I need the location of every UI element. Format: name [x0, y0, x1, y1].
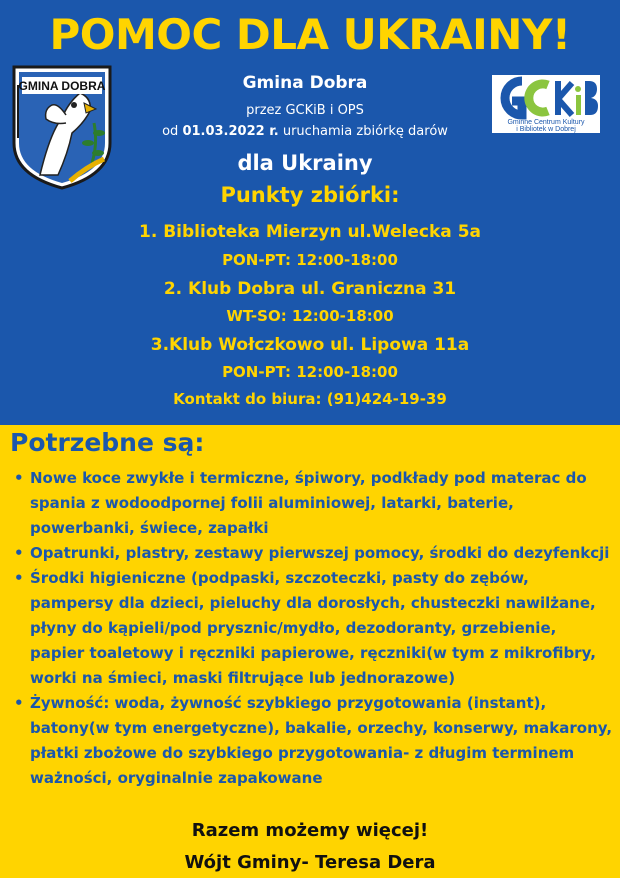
collection-point-1-location: 1. Biblioteka Mierzyn ul.Welecka 5a — [139, 222, 481, 242]
gckib-logo-icon — [492, 75, 600, 133]
needed-items-title: Potrzebne są: — [10, 428, 205, 457]
list-item: • Środki higieniczne (podpaski, szczoteczki, pasty do zębów, pampersy dla dzieci, pieluchy dla dorosłych, chusteczki nawilżane, płyny do kąpieli/pod prysznic/mydło, dezodoranty, grzebienie, papier toaletowy i ręczniki papierowe, ręczniki(w tym z mikrofibry, worki na śmieci, maski filtrujące lub jednorazowe) — [30, 566, 615, 691]
list-item: • Opatrunki, plastry, zestawy pierwszej pomocy, środki do dezyfenkcji — [30, 541, 615, 566]
headline: POMOC DLA UKRAINY! — [49, 10, 571, 59]
collection-point-2-location: 2. Klub Dobra ul. Graniczna 31 — [163, 279, 457, 299]
collection-points-title: Punkty zbiórki: — [220, 183, 400, 207]
organizer: Gmina Dobra — [242, 73, 368, 93]
collection-point-3-hours: PON-PT: 12:00-18:00 — [222, 363, 398, 381]
list-item: • Nowe koce zwykłe i termiczne, śpiwory, podkłady pod materac do spania z wodoodpornej folii aluminiowej, latarki, baterie, powerbanki, świece, zapałki — [30, 466, 615, 541]
start-date-line — [115, 124, 495, 139]
gckib-logo — [492, 75, 600, 133]
slogan: Razem możemy więcej! — [191, 820, 429, 841]
for-ukraine: dla Ukrainy — [237, 151, 373, 175]
date-suffix: uruchamia zbiórkę darów — [282, 124, 448, 139]
office-contact: Kontakt do biura: (91)424-19-39 — [173, 390, 447, 408]
svg-text:i Bibliotek w Dobrej: i Bibliotek w Dobrej — [516, 126, 576, 133]
svg-text:Gminne Centrum Kultury: Gminne Centrum Kultury — [507, 119, 585, 126]
collection-point-3-location: 3.Klub Wołczkowo ul. Lipowa 11a — [150, 335, 470, 355]
gmina-dobra-crest-icon — [10, 63, 114, 191]
svg-text:GMINA DOBRA: GMINA DOBRA — [18, 79, 106, 93]
start-date: 01.03.2022 r. — [182, 124, 279, 139]
date-prefix: od — [162, 124, 179, 139]
organizer-via: przez GCKiB i OPS — [246, 103, 364, 118]
collection-point-2-hours: WT-SO: 12:00-18:00 — [226, 307, 394, 325]
list-item: • Żywność: woda, żywność szybkiego przygotowania (instant), batony(w tym energetyczne), bakalie, orzechy, konserwy, makarony, płatki zbożowe do szybkiego przygotowania- z długim terminem ważności, oryginalnie zapakowane — [30, 691, 615, 791]
signature: Wójt Gminy- Teresa Dera — [184, 852, 436, 873]
needed-items-list — [30, 466, 615, 791]
collection-point-1-hours: PON-PT: 12:00-18:00 — [222, 251, 398, 269]
